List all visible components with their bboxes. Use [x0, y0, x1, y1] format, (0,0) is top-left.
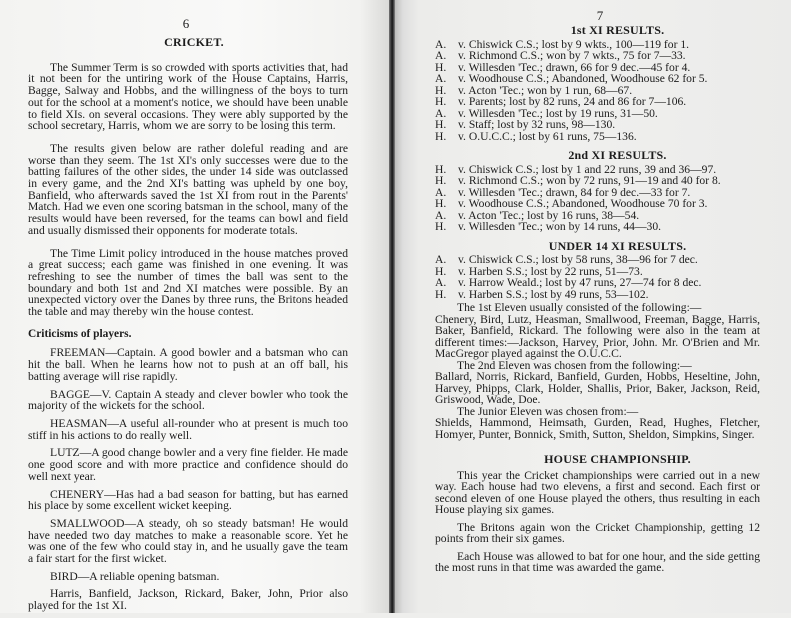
venue-code: A. — [435, 253, 447, 266]
match-result: v. Woodhouse C.S.; Abandoned, Woodhouse 62 for 5. — [458, 72, 708, 85]
second-xi-title: 2nd XI RESULTS. — [568, 148, 667, 162]
paragraph: The results given below are rather doleful reading and are worse than they seem. The 1st XI's only successes were due to the batting failures of the other sides, the under 14 side was outclassed in every game, and the 2nd XI's batting was upheld by one boy, Banfield, who afterwards saved the 1st XI from rout in the Parents' Match. Had we even one scoring batsman in the school, many of the results would have been reversed, for the teams can bowl and field and usually dismissed their opponents for moderate totals. — [28, 141, 348, 237]
paragraph: The Summer Term is so crowded with sports activities that, had it not been for the untiring work of the House Captains, Harris, Bagge, Salway and Hobbs, and the willingness of the boys to turn out for the school at a moment's notice, we should have been unable to field XIs. on several occasions. They were ably supported by the school secretary, Harris, whom we are sorry to be losing this term. — [28, 60, 348, 133]
player-critique: SMALLWOOD—A steady, oh so steady batsman! He would have needed two day matches to make a reasonable score. Yet he was one of the few who could stay in, and he usually gave the team a fair start for the first wicket. — [28, 516, 348, 566]
result-row — [435, 119, 760, 131]
venue-code: H. — [435, 220, 447, 233]
paragraph: The Time Limit policy introduced in the house matches proved a great success; each game was finished in one evening. It was refreshing to see the number of times the ball was sent to the boundary and both 1st and 2nd XI matches were possible. By an unexpected victory over the Danes by three runs, the Britons headed the table and may thereby win the house contest. — [28, 246, 348, 319]
venue-code: H. — [435, 264, 447, 278]
roster-names: Chenery, Bird, Lutz, Heasman, Smallwood, Freeman, Bagge, Harris, Baker, Banfield, Rickard. The following were also in the team at different times:—Jackson, Harvey, Prior, John. Mr. O'Brien and Mr. MacGregor played against the O.U.C.C. — [435, 312, 760, 360]
first-xi-results — [435, 39, 760, 143]
venue-code: A. — [435, 106, 447, 120]
match-result: v. Harrow Weald.; lost by 47 runs, 27—74 for 8 dec. — [458, 276, 702, 289]
house-championship-title: HOUSE CHAMPIONSHIP. — [544, 452, 691, 466]
left-page — [0, 0, 391, 613]
match-result: v. Willesden 'Tec.; won by 14 runs, 44—30. — [458, 220, 662, 233]
page-number: 6 — [182, 16, 190, 31]
player-critique: FREEMAN—Captain. A good bowler and a batsman who can hit the ball. When he learns how not to push at an off ball, his batting average will rise rapidly. — [28, 346, 348, 383]
player-critique: CHENERY—Has had a bad season for batting, but has earned his place by some excellent wicket keeping. — [28, 487, 348, 513]
under-14-title: UNDER 14 XI RESULTS. — [548, 238, 687, 253]
venue-code: H. — [435, 83, 447, 97]
match-result: v. Richmond C.S.; won by 7 wkts., 75 for 7—33. — [458, 49, 686, 62]
venue-code: H. — [435, 197, 447, 210]
second-xi-results — [435, 164, 760, 233]
result-row — [435, 221, 760, 233]
match-result: v. Chiswick C.S.; lost by 9 wkts., 100—119 for 1. — [458, 37, 690, 51]
player-critique: BAGGE—V. Captain A steady and clever bowler who took the majority of the wickets for the school. — [28, 387, 348, 413]
match-result: v. Acton 'Tec.; lost by 16 runs, 38—54. — [458, 208, 640, 222]
result-row — [435, 96, 760, 108]
player-critique: BIRD—A reliable opening batsman. — [50, 569, 220, 583]
match-result: v. Staff; lost by 32 runs, 98—130. — [458, 118, 616, 131]
result-row — [435, 50, 760, 62]
result-row — [435, 289, 760, 301]
venue-code: A. — [435, 276, 447, 289]
cricket-title: CRICKET. — [164, 35, 224, 49]
match-result: v. Willesden 'Tec.; drawn, 66 for 9 dec.—45 for 4. — [458, 60, 691, 74]
paragraph: The Britons again won the Cricket Championship, getting 12 points from their six games. — [435, 520, 760, 545]
under-14-results — [435, 254, 760, 300]
result-row — [435, 131, 760, 143]
match-result: v. Willesden 'Tec.; drawn, 84 for 9 dec.—33 for 7. — [458, 185, 691, 199]
venue-code: H. — [435, 174, 447, 187]
venue-code: H. — [435, 60, 447, 74]
roster-names: Shields, Hammond, Heimsath, Gurden, Read, Hughes, Fletcher, Homyer, Punter, Bonnick, Smith, Sutton, Sheldon, Simpkins, Singer. — [435, 416, 760, 441]
venue-code: H. — [435, 287, 447, 301]
result-row — [435, 73, 760, 85]
match-result: v. Parents; lost by 82 runs, 24 and 86 for 7—106. — [458, 95, 687, 108]
left-page-content — [28, 37, 348, 618]
venue-code: A. — [435, 49, 447, 62]
venue-code: H. — [435, 118, 447, 131]
venue-code: H. — [435, 95, 447, 108]
page-number: 7 — [596, 8, 604, 23]
criticisms-heading: Criticisms of players. — [28, 327, 132, 340]
roster-names: Ballard, Norris, Rickard, Banfield, Gurden, Hobbs, Heseltine, John, Harvey, Phipps, Clark, Holder, Shallis, Prior, Baker, Jackson, Reid, Griswood, Wade, Doe. — [435, 370, 760, 406]
venue-code: A. — [435, 208, 447, 222]
right-page-content — [435, 25, 760, 574]
player-critique: LUTZ—A good change bowler and a very fine fielder. He made one good score and with more practice and confidence should do well next year. — [28, 446, 348, 483]
venue-code: A. — [435, 185, 447, 199]
match-result: v. Willesden 'Tec.; lost by 19 runs, 31—50. — [458, 106, 658, 120]
right-page — [395, 0, 791, 613]
paragraph: Each House was allowed to bat for one hour, and the side getting the most runs in that time was awarded the game. — [435, 549, 760, 574]
player-critique: HEASMAN—A useful all-rounder who at present is much too stiff in his actions to do really well. — [28, 416, 348, 442]
venue-code: A. — [435, 72, 447, 85]
also-played-note: Harris, Banfield, Jackson, Rickard, Baker, John, Prior also played for the 1st XI. — [28, 587, 348, 613]
venue-code: H. — [435, 129, 447, 143]
result-row — [435, 277, 760, 289]
eleven-roster — [435, 302, 760, 360]
first-xi-title: 1st XI RESULTS. — [570, 23, 665, 37]
match-result: v. Woodhouse C.S.; Abandoned, Woodhouse 70 for 3. — [458, 197, 708, 210]
match-result: v. Harben S.S.; lost by 22 runs, 51—73. — [458, 264, 643, 278]
match-result: v. Acton 'Tec.; won by 1 run, 68—67. — [458, 83, 633, 97]
match-result: v. Chiswick C.S.; lost by 1 and 22 runs, 39 and 36—97. — [458, 162, 717, 176]
match-result: v. Richmond C.S.; won by 72 runs, 91—19 and 40 for 8. — [458, 174, 721, 187]
match-result: v. Harben S.S.; lost by 49 runs, 53—102. — [458, 287, 649, 301]
eleven-roster — [435, 406, 760, 441]
result-row — [435, 254, 760, 266]
result-row — [435, 175, 760, 187]
roster-lead: The 2nd Eleven was chosen from the following:— — [457, 358, 692, 372]
paragraph: This year the Cricket championships were carried out in a new way. Each house had two elevens, a first and second. Each first or second eleven of one House played the others, thus resulting in each House playing six games. — [435, 468, 760, 516]
match-result: v. O.U.C.C.; lost by 61 runs, 75—136. — [458, 129, 637, 143]
roster-lead: The 1st Eleven usually consisted of the following:— — [457, 301, 702, 314]
match-result: v. Chiswick C.S.; lost by 58 runs, 38—96 for 7 dec. — [458, 253, 698, 266]
venue-code: H. — [435, 162, 447, 176]
result-row — [435, 198, 760, 210]
venue-code: A. — [435, 37, 447, 51]
eleven-roster — [435, 360, 760, 406]
roster-lead: The Junior Eleven was chosen from:— — [457, 404, 639, 418]
